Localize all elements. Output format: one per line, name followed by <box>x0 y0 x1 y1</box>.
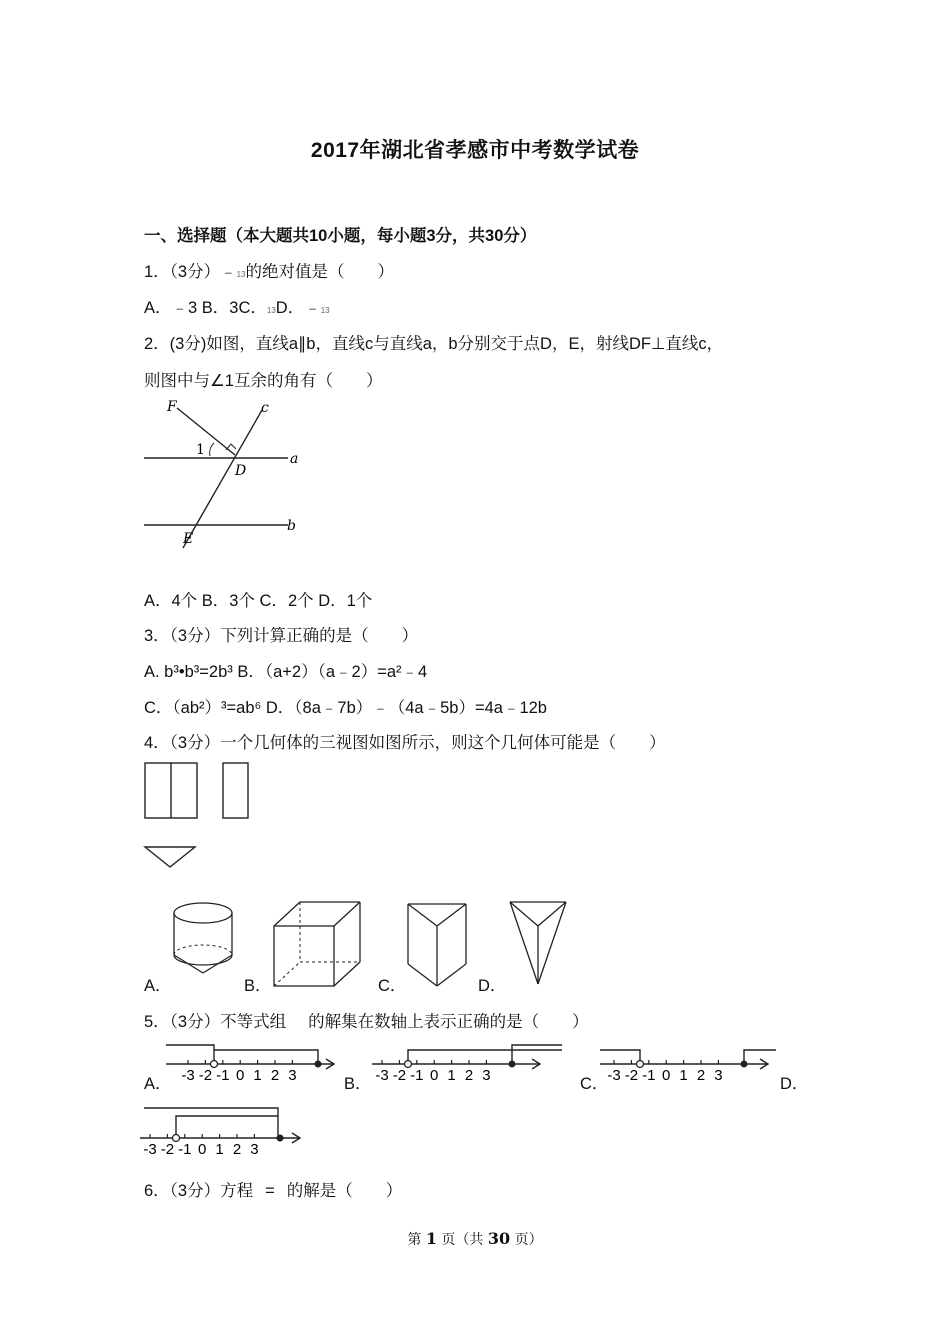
option-a-solid <box>165 895 245 975</box>
tick-label: -1 <box>642 1067 656 1084</box>
number-line-b <box>372 1040 567 1090</box>
tick-label: -3 <box>375 1067 389 1084</box>
q1-options-pre: A．﹣3 B．3C． <box>144 299 267 317</box>
footer-pre: 第 <box>407 1232 426 1248</box>
q6-fraction-right <box>275 1189 287 1198</box>
tick-label: -1 <box>216 1067 230 1084</box>
question-3: 3．（3分）下列计算正确的是（ ） <box>144 627 419 645</box>
question-4: 4．（3分）一个几何体的三视图如图所示，则这个几何体可能是（ ） <box>144 734 666 752</box>
option-b-solid <box>270 898 368 990</box>
side-view <box>223 763 248 818</box>
tick-label: 3 <box>714 1067 723 1084</box>
q5-stem-post: 的解集在数轴上表示正确的是（ ） <box>308 1013 589 1031</box>
tick-label: 2 <box>270 1067 280 1084</box>
label-F: F <box>167 399 177 415</box>
angle-1-arc <box>210 443 214 456</box>
q4-option-a: A． <box>144 977 172 995</box>
question-1 <box>144 258 394 282</box>
footer-page-number: 1 <box>425 1229 437 1248</box>
tick-label: -2 <box>392 1067 407 1084</box>
q5-option-c: C． <box>580 1075 609 1093</box>
tick-label: -2 <box>160 1141 175 1158</box>
q1-stem-post: 的绝对值是（ ） <box>245 263 395 281</box>
tick-label: 1 <box>215 1141 224 1158</box>
question-6 <box>144 1177 402 1201</box>
number-line-d <box>140 1104 315 1164</box>
tick-label: -2 <box>198 1067 213 1084</box>
page-footer <box>0 1229 950 1249</box>
q5-option-b: B． <box>344 1075 372 1093</box>
q1-frac-c: 13 <box>266 306 276 315</box>
tick-label: -3 <box>181 1067 195 1084</box>
tick-label: -3 <box>607 1067 621 1084</box>
tick-label: 0 <box>430 1067 439 1084</box>
tick-label: 2 <box>464 1067 474 1084</box>
question-2-line1: 2．(3分)如图，直线a∥b，直线c与直线a，b分别交于点D，E，射线DF⊥直线c， <box>144 335 724 353</box>
number-line-c <box>600 1040 778 1090</box>
label-1: 1 <box>196 442 205 458</box>
footer-total-pages: 30 <box>487 1229 511 1248</box>
q1-options <box>144 294 330 318</box>
q6-equals: = <box>265 1182 275 1200</box>
tick-label: 1 <box>253 1067 262 1084</box>
top-view <box>145 847 195 867</box>
q1-options-mid: D．﹣ <box>275 299 321 317</box>
tick-label: 3 <box>288 1067 297 1084</box>
tick-label: 1 <box>679 1067 688 1084</box>
q5-option-a: A． <box>144 1075 172 1093</box>
section-heading: 一、选择题（本大题共10小题，每小题3分，共30分） <box>144 227 537 245</box>
q4-option-d: D． <box>478 977 507 995</box>
page-title: 2017年湖北省孝感市中考数学试卷 <box>310 139 640 162</box>
footer-post: 页） <box>510 1232 543 1248</box>
label-D: D <box>235 463 247 479</box>
q4-option-b: B． <box>244 977 272 995</box>
tick-label: 1 <box>447 1067 456 1084</box>
ray-df <box>177 408 235 455</box>
q6-fraction-left <box>253 1189 265 1198</box>
q6-stem-post: 的解是（ ） <box>286 1182 403 1200</box>
tick-label: 2 <box>696 1067 706 1084</box>
tick-label: -3 <box>143 1141 157 1158</box>
tick-label: 0 <box>662 1067 671 1084</box>
footer-mid: 页（共 <box>436 1232 488 1248</box>
tick-label: -2 <box>624 1067 639 1084</box>
tick-label: -1 <box>178 1141 192 1158</box>
q5-option-d: D． <box>780 1075 809 1093</box>
q2-options: A．4个 B．3个 C．2个 D．1个 <box>144 592 373 610</box>
tick-label: 3 <box>482 1067 491 1084</box>
label-E: E <box>183 531 194 547</box>
tick-label: -1 <box>410 1067 424 1084</box>
q1-frac-d: 13 <box>320 306 330 315</box>
q4-option-c: C． <box>378 977 407 995</box>
number-line-a <box>166 1040 341 1090</box>
label-b: b <box>287 518 296 534</box>
q6-stem-pre: 6．（3分）方程 <box>144 1182 254 1200</box>
q5-inequality-system <box>286 1020 308 1029</box>
q5-stem-pre: 5．（3分）不等式组 <box>144 1013 287 1031</box>
line-c <box>183 410 262 548</box>
label-a: a <box>290 451 299 467</box>
three-view-figure <box>140 760 260 872</box>
label-c: c <box>261 400 269 416</box>
q1-fraction: 13 <box>236 270 246 279</box>
tick-label: 0 <box>236 1067 245 1084</box>
q3-options-ab: A. b³•b³=2b³ B．（a+2）（a﹣2）=a²﹣4 <box>144 663 428 681</box>
tick-label: 3 <box>250 1141 259 1158</box>
question-2-line2: 则图中与∠1互余的角有（ ） <box>144 372 383 390</box>
q1-stem-pre: 1．（3分）﹣ <box>144 263 237 281</box>
tick-label: 0 <box>198 1141 207 1158</box>
q2-figure <box>140 398 310 553</box>
q3-options-cd: C．（ab²）³=ab⁶ D．（8a﹣7b）﹣（4a﹣5b）=4a﹣12b <box>144 699 547 717</box>
tick-label: 2 <box>232 1141 242 1158</box>
option-c-solid <box>404 898 470 990</box>
question-5 <box>144 1008 589 1032</box>
option-d-solid <box>506 896 570 988</box>
